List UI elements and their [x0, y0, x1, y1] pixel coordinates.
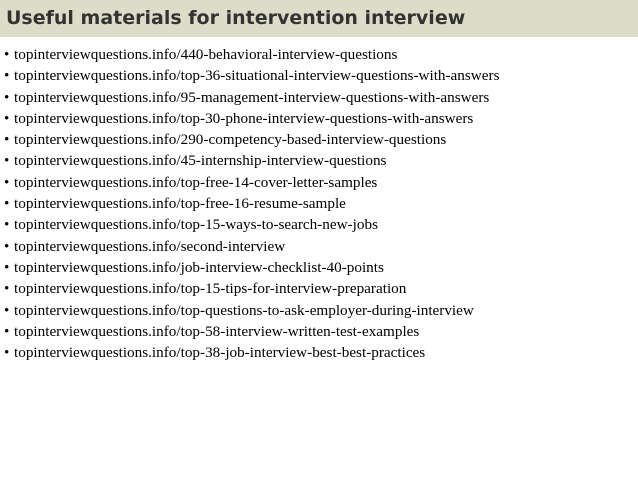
list-item	[4, 65, 499, 86]
link-text[interactable]: topinterviewquestions.info/95-management-interview-questions-with-answers	[14, 88, 490, 106]
list-item	[4, 342, 499, 363]
bullet-marker: •	[4, 216, 10, 234]
link-text[interactable]: topinterviewquestions.info/top-36-situational-interview-questions-with-answers	[14, 67, 500, 85]
bullet-marker: •	[4, 280, 10, 298]
slide-title: Useful materials for intervention interview	[6, 7, 466, 29]
list-item	[4, 278, 499, 299]
link-text[interactable]: topinterviewquestions.info/top-free-14-cover-letter-samples	[14, 173, 378, 191]
list-item	[4, 257, 499, 278]
bullet-marker: •	[4, 301, 10, 319]
link-text[interactable]: topinterviewquestions.info/second-interview	[14, 237, 286, 255]
title-bar	[0, 0, 638, 37]
bullet-marker: •	[4, 67, 10, 85]
bullet-marker: •	[4, 195, 10, 213]
list-item	[4, 150, 499, 171]
link-text[interactable]: topinterviewquestions.info/top-58-interview-written-test-examples	[14, 322, 420, 340]
link-text[interactable]: topinterviewquestions.info/job-interview-checklist-40-points	[14, 258, 384, 276]
list-item	[4, 129, 499, 150]
link-text[interactable]: topinterviewquestions.info/top-free-16-resume-sample	[14, 195, 346, 213]
link-text[interactable]: topinterviewquestions.info/45-internship-interview-questions	[14, 152, 387, 170]
bullet-marker: •	[4, 88, 10, 106]
list-item	[4, 44, 499, 65]
link-text[interactable]: topinterviewquestions.info/top-15-tips-for-interview-preparation	[14, 280, 407, 298]
link-text[interactable]: topinterviewquestions.info/top-15-ways-to-search-new-jobs	[14, 216, 378, 234]
list-item	[4, 214, 499, 235]
list-item	[4, 172, 499, 193]
bullet-marker: •	[4, 258, 10, 276]
bullet-marker: •	[4, 109, 10, 127]
link-text[interactable]: topinterviewquestions.info/top-30-phone-interview-questions-with-answers	[14, 109, 474, 127]
link-list	[4, 44, 499, 363]
list-item	[4, 300, 499, 321]
list-item	[4, 236, 499, 257]
bullet-marker: •	[4, 237, 10, 255]
bullet-marker: •	[4, 152, 10, 170]
link-text[interactable]: topinterviewquestions.info/top-38-job-interview-best-best-practices	[14, 344, 426, 362]
link-text[interactable]: topinterviewquestions.info/top-questions-to-ask-employer-during-interview	[14, 301, 474, 319]
list-item	[4, 193, 499, 214]
bullet-marker: •	[4, 344, 10, 362]
bullet-marker: •	[4, 173, 10, 191]
bullet-marker: •	[4, 46, 10, 63]
list-item	[4, 108, 499, 129]
bullet-marker: •	[4, 322, 10, 340]
list-item	[4, 321, 499, 342]
link-text[interactable]: topinterviewquestions.info/440-behavioral-interview-questions	[14, 46, 398, 63]
list-item	[4, 87, 499, 108]
bullet-marker: •	[4, 131, 10, 149]
link-text[interactable]: topinterviewquestions.info/290-competency-based-interview-questions	[14, 131, 447, 149]
